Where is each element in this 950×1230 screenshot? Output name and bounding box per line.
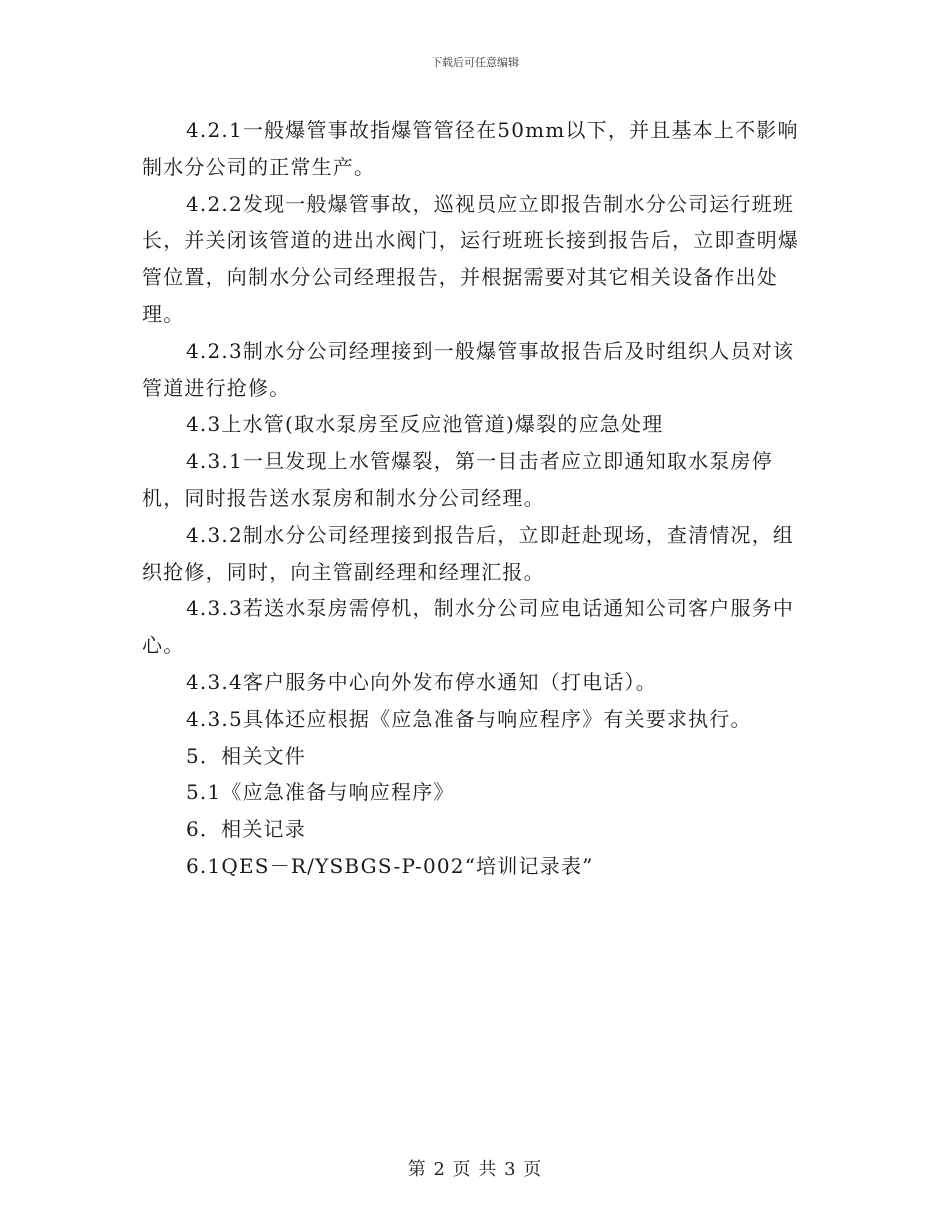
heading-6-related-records: 6．相关记录 <box>186 817 306 842</box>
paragraph-4-2-1: 4.2.1一般爆管事故指爆管管径在50mm以下，并且基本上不影响制水分公司的正常生产。 <box>142 118 799 179</box>
heading-5-related-documents: 5．相关文件 <box>186 743 306 768</box>
paragraph-4-2-2: 4.2.2发现一般爆管事故，巡视员应立即报告制水分公司运行班班长，并关闭该管道的进出水阀门，运行班班长接到报告后，立即查明爆管位置，向制水分公司经理报告，并根据需要对其它相关设备作出处理。 <box>142 191 800 326</box>
heading-4-3: 4.3上水管(取水泵房至反应池管道)爆裂的应急处理 <box>186 412 664 437</box>
list-item-6-1: 6.1QES－R/YSBGS-P-002“培训记录表” <box>186 853 594 878</box>
paragraph-4-2-3: 4.2.3制水分公司经理接到一般爆管事故报告后及时组织人员对该管道进行抢修。 <box>142 338 795 400</box>
paragraph-4-3-4: 4.3.4客户服务中心向外发布停水通知（打电话）。 <box>186 669 657 694</box>
paragraph-4-3-1: 4.3.1一旦发现上水管爆裂，第一目击者应立即通知取水泵房停机，同时报告送水泵房和制水分公司经理。 <box>142 449 773 510</box>
paragraph-4-3-5: 4.3.5具体还应根据《应急准备与响应程序》有关要求执行。 <box>186 706 752 731</box>
list-item-5-1: 5.1《应急准备与响应程序》 <box>186 780 455 805</box>
paragraph-4-3-2: 4.3.2制水分公司经理接到报告后，立即赶赴现场，查清情况，组织抢修，同时，向主管副经理和经理汇报。 <box>142 522 795 584</box>
page-header-note: 下载后可任意编辑 <box>431 56 519 69</box>
document-body <box>142 112 814 885</box>
page-number: 第 2 页 共 3 页 <box>407 1159 543 1180</box>
paragraph-4-3-3: 4.3.3若送水泵房需停机，制水分公司应电话通知公司客户服务中心。 <box>142 596 795 658</box>
